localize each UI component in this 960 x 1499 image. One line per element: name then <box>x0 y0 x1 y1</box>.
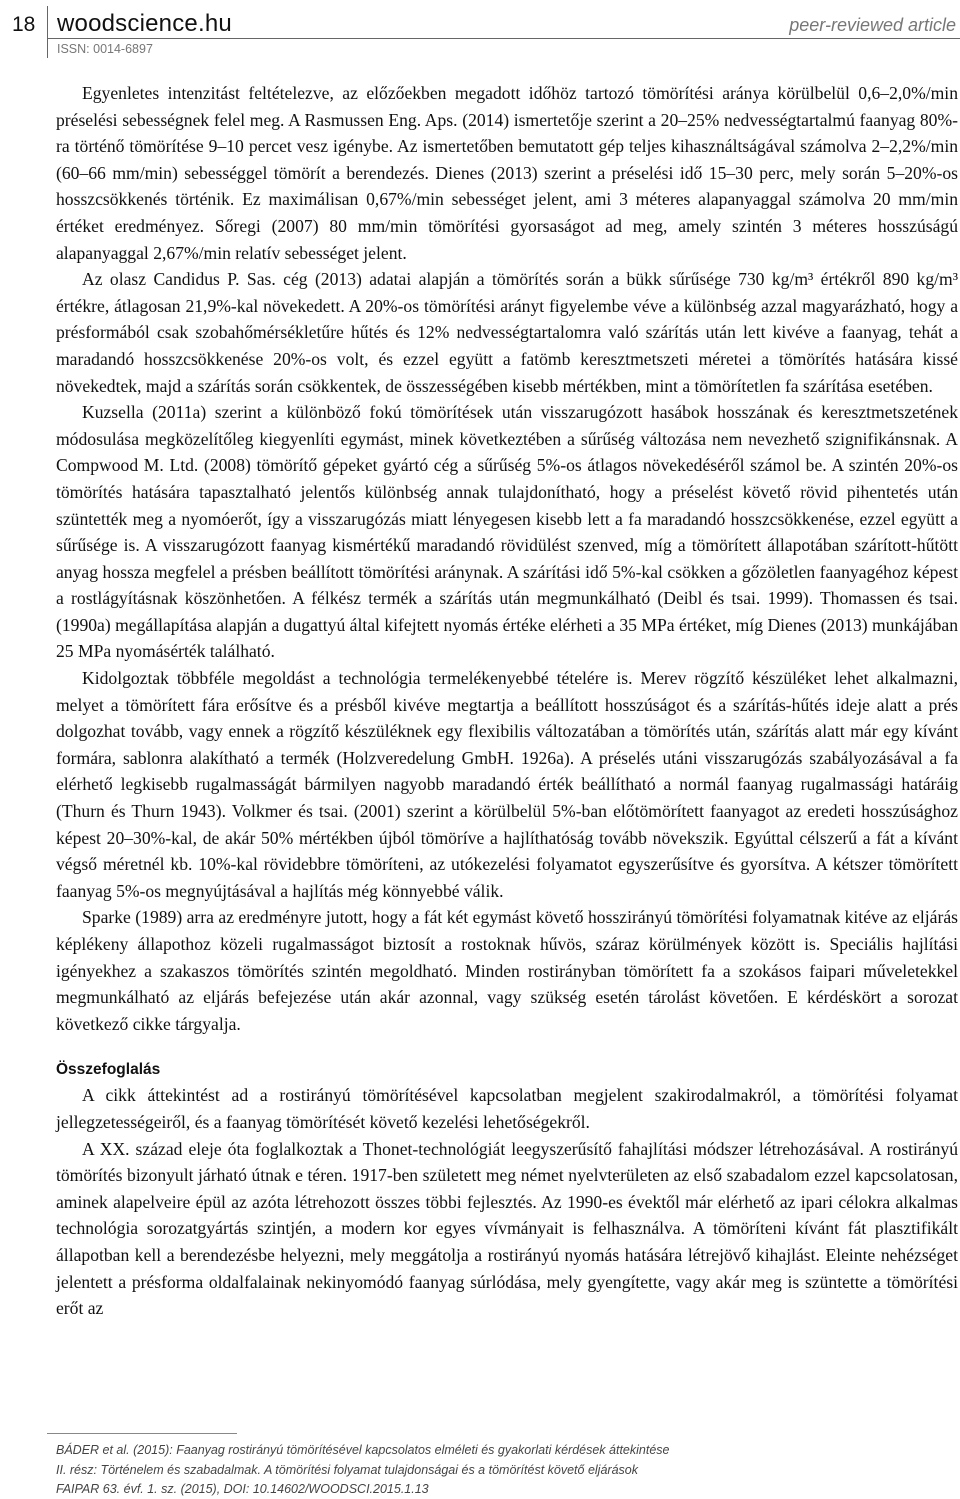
article-type-label: peer-reviewed article <box>789 15 956 35</box>
footer-citation-line-3: FAIPAR 63. évf. 1. sz. (2015), DOI: 10.14602/WOODSCI.2015.1.13 <box>56 1482 429 1496</box>
page-number: 18 <box>12 13 36 36</box>
header-divider-horizontal <box>47 38 960 39</box>
summary-heading: Összefoglalás <box>56 1061 161 1079</box>
body-paragraph: Az olasz Candidus P. Sas. cég (2013) adatai alapján a tömörítés során a bükk sűrűsége 730 kg/m³ értékről 890 kg/m³ értékre, átlagosan 21,9%-kal növekedett. A 20%-os tömörítési arányt figyelembe véve a különbség azzal magyarázható, hogy a présformából csak szobahőmérsékletűre hűtés és 12% nedvességtartalomra való szárítás után lett kivéve a faanyag, tehát a maradandó hosszcsökkenése 20%-os volt, és ezzel együtt a fatömb keresztmetszeti méretei a tömörítés hatására kissé növekedtek, majd a szárítás során csökkentek, de összességében kisebb mértékben, mint a tömörítetlen fa szárítása esetében. <box>56 269 958 396</box>
body-paragraph: Kidolgoztak többféle megoldást a technológia termelékenyebbé tételére is. Merev rögzítő készüléket lehet alkalmazni, melyet a tömörített fára erősítve és a présből kivéve megtartja a beállított hosszúságot és a szárítás-hűtés ideje alatt a prés dolgozhat tovább, vagy ennek a rögzítő készüléknek egy flexibilis változatában a tömörítés után, szárítás alatt már egy kívánt formára, sablonra alakítható a termék (Holzveredelung GmbH. 1926a). A préselés utáni visszarugózás szabályozásával a fa elérhető legkisebb rugalmasságát bármilyen nagyobb maradandó érték beállítható a normál faanyag rugalmassági határáig (Thurn és Thurn 1943). Volkmer és tsai. (2001) szerint a körülbelül 5%-ban előtömörített faanyagot az eredeti hosszúsághoz képest 20–30%-kal, de akár 50% mértékben újból tömöríve a hajlíthatóság tovább növekszik. Egyúttal célszerű a fát a kívánt végső méretnél kb. 10%-kal rövidebbre tömöríteni, az utókezelési folyamatot egyszerűsítve és gyorsítva. A kétszer tömörített faanyag 5%-os megnyújtásával a hajlítás még könnyebbé válik. <box>56 668 958 901</box>
footer-citation-line-2: II. rész: Történelem és szabadalmak. A tömörítési folyamat tulajdonságai és a tömörítést követő eljárások <box>56 1463 638 1477</box>
article-body <box>56 80 958 1322</box>
body-paragraph: Sparke (1989) arra az eredményre jutott, hogy a fát két egymást követő hosszirányú tömörítési folyamatnak kitéve az eljárás képlékeny állapothoz közeli rugalmasságot biztosít a rostoknak hűvös, száraz körülmények között is. Speciális hajlítási igényekhez a szakaszos tömörítés szintén megoldható. Minden rostirányban tömörített fa a szokásos faipari műveletekkel megmunkálható az eljárás befejezése után akár azonnal, vagy szükség esetén tárolást követően. E kérdéskört a sorozat következő cikke tárgyalja. <box>56 907 958 1034</box>
summary-paragraph: A cikk áttekintést ad a rostirányú tömörítésével kapcsolatban megjelent szakirodalmakról, a tömörítési folyamat jellegzetességeiről, és a faanyag tömörítését követő kezelési lehetőségekről. <box>56 1085 958 1132</box>
body-paragraph: Kuzsella (2011a) szerint a különböző fokú tömörítések után visszarugózott hasábok hosszának és keresztmetszetének módosulása megközelítőleg kiegyenlíti egymást, minek következtében a sűrűség változása nem nevezhető szignifikánsnak. A Compwood M. Ltd. (2008) tömörítő gépeket gyártó cég a sűrűség 5%-os átlagos növekedéséről számol be. A szintén 20%-os tömörítés hatására tapasztalható jelentős különbség annak tulajdonítható, hogy a préselést követő rövid pihentetés után szüntették meg a nyomóerőt, így a visszarugózás miatt lényegesen kisebb lett a fa maradandó hosszcsökkenése, ezzel együtt a sűrűsége is. A visszarugózott faanyag kismértékű maradandó rövidülést szenved, míg a tömörített állapotában szárított-hűtött anyag hossza megfelel a présben beállított tömörítési aránynak. A szárítási idő 5%-kal csökken a gőzöletlen faanyagéhoz képest a rostlágyításnak köszönhetően. A félkész termék a szárítás után megmunkálható (Deibl és tsai. 1999). Thomassen és tsai. (1990a) megállapítása alapján a dugattyú által kifejtett nyomás értéke elérheti a 35 MPa értéket, míg Dienes (2013) munkájában 25 MPa nyomásérték található. <box>56 402 958 662</box>
body-paragraph: Egyenletes intenzitást feltételezve, az előzőekben megadott időhöz tartozó tömörítési aránya körülbelül 0,6–2,0%/min préselési sebességnek felel meg. A Rasmussen Eng. Aps. (2014) ismertetője szerint a 20–25% nedvességtartalmú faanyag 80%-ra történő tömörítése 9–10 percet vesz igénybe. Az ismertetőben bemutatott gép teljes kihasználtságával számolva 2–2,2%/min (60–66 mm/min) sebességgel tömörít a berendezés. Dienes (2013) szerint a préselési idő 15–30 perc, mely során 5–20%-os hosszcsökkenés történik. Ez maximálisan 0,67%/min sebességet jelent, ami 3 méteres alapanyaggal számolva 20 mm/min értéket eredményez. Sőregi (2007) 80 mm/min tömörítési gyorsaságot ad meg, amely szintén 3 méteres hosszúságú alapanyaggal 2,67%/min relatív sebességet jelent. <box>56 83 958 263</box>
issn-label: ISSN: 0014-6897 <box>57 42 153 56</box>
journal-site-title[interactable]: woodscience.hu <box>57 10 232 37</box>
footer-divider <box>47 1433 237 1434</box>
footer-citation-line-1: BÁDER et al. (2015): Faanyag rostirányú tömörítésével kapcsolatos elméleti és gyakorlati kérdések áttekintése <box>56 1443 670 1457</box>
header-divider-vertical <box>47 6 48 58</box>
summary-paragraph: A XX. század eleje óta foglalkoztak a Thonet-technológiát leegyszerűsítő fahajlítási módszer létrehozásával. A rostirányú tömörítés bizonyult járható útnak e téren. 1917-ben született meg német nyelvterületen az első szabadalom ezzel kapcsolatosan, aminek alapelveire épül az azóta létrehozott összes többi fejlesztés. Az 1990-es évektől már elérhető az ipari célokra alkalmas technológia sorozatgyártás szintjén, a modern kor egyes vívmányait is felhasználva. A tömöríteni kívánt fát plasztifikált állapotban kell a berendezésbe helyezni, mely meggátolja a rostirányú nyomás hatására létrejövő kihajlást. Eleinte nehézséget jelentett a présforma oldalfalainak nekinyomódó faanyag súrlódása, mely gyengítette, vagy akár meg is szüntette a tömörítési erőt az <box>56 1138 958 1319</box>
